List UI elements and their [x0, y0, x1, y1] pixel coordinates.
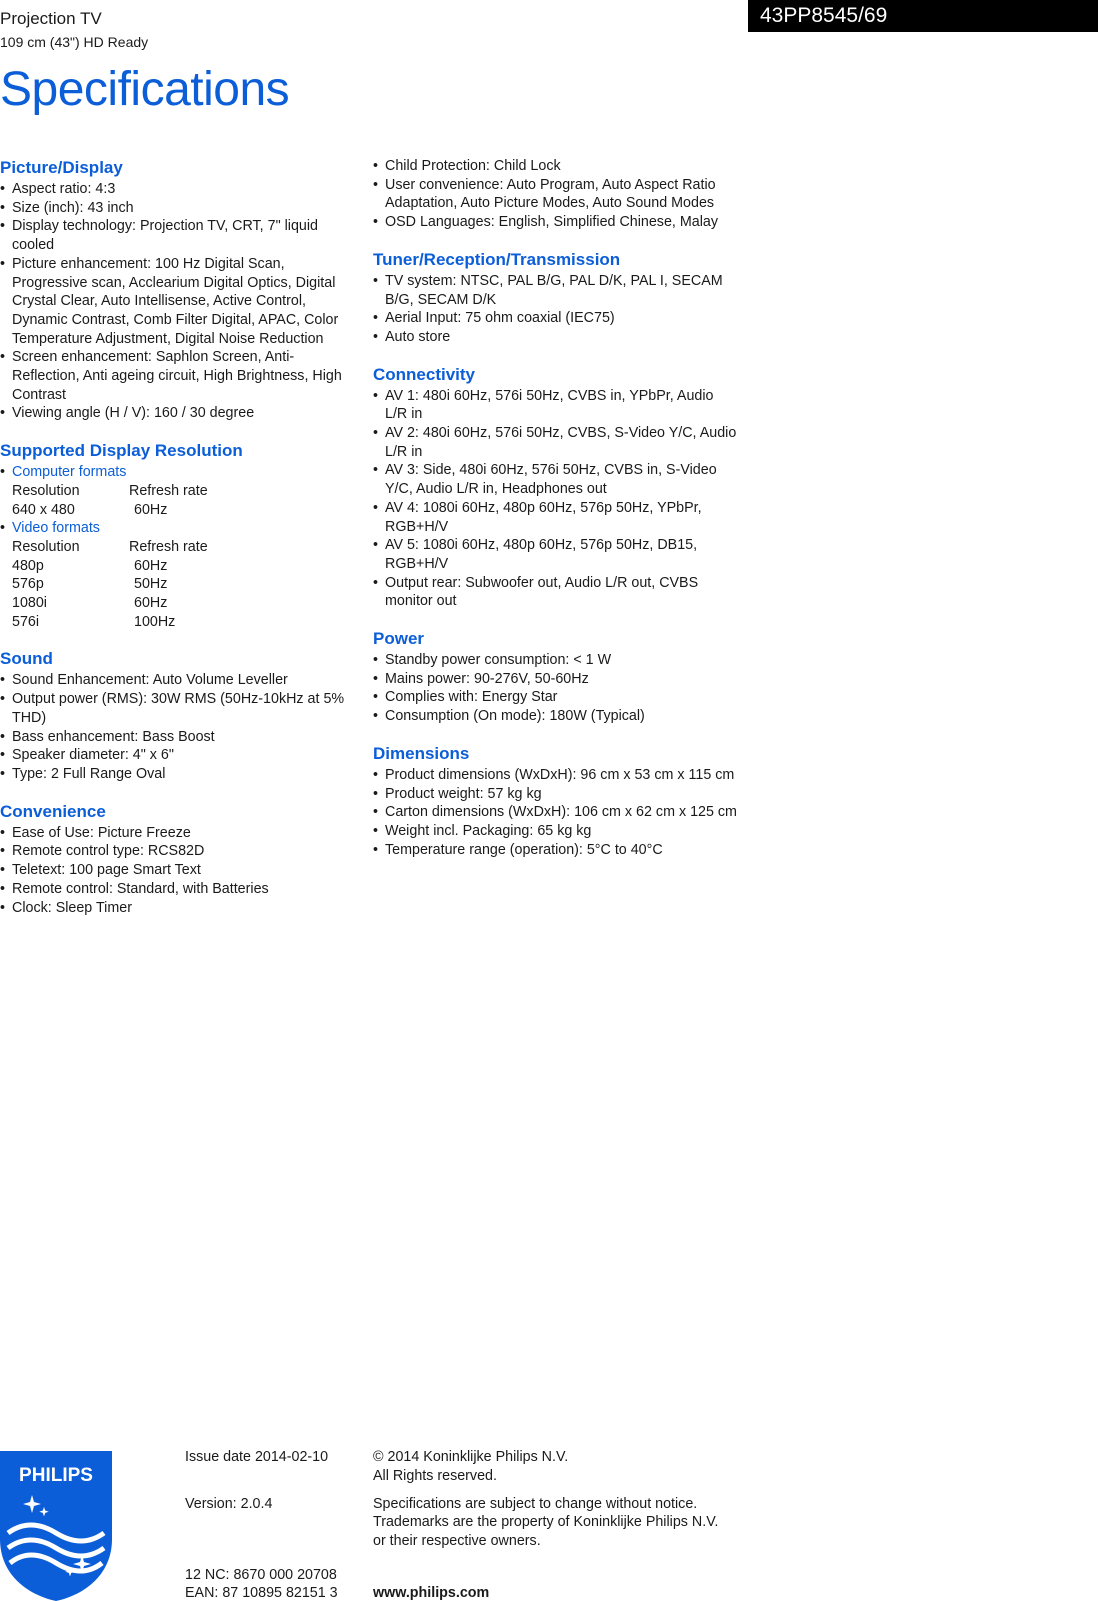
col-header-resolution: Resolution	[12, 482, 80, 499]
spec-list	[373, 157, 738, 232]
cell-resolution: 640 x 480	[12, 501, 75, 518]
spec-item: • Temperature range (operation): 5°C to 40°C	[373, 841, 738, 860]
spec-item: • Aspect ratio: 4:3	[0, 180, 355, 199]
spec-item: • Ease of Use: Picture Freeze	[0, 824, 355, 843]
spec-item: • Size (inch): 43 inch	[0, 199, 355, 218]
spec-item: • AV 3: Side, 480i 60Hz, 576i 50Hz, CVBS in, S-Video Y/C, Audio L/R in, Headphones out	[373, 461, 738, 498]
cell-refresh: 60Hz	[134, 595, 168, 612]
philips-shield-logo-icon	[0, 1451, 112, 1601]
spec-item: • Speaker diameter: 4" x 6"	[0, 746, 355, 765]
spec-column-left	[0, 157, 355, 934]
cell-resolution: 480p	[12, 557, 44, 574]
notice-line: Trademarks are the property of Koninklijke Philips N.V.	[373, 1514, 719, 1530]
spec-item: • Screen enhancement: Saphlon Screen, Anti-Reflection, Anti ageing circuit, High Brightness, High Contrast	[0, 348, 355, 404]
spec-item: • Auto store	[373, 328, 738, 347]
section-tuner	[373, 249, 738, 347]
spec-item: • Clock: Sleep Timer	[0, 899, 355, 918]
model-badge: 43PP8545/69	[748, 0, 1098, 32]
spec-list	[0, 180, 355, 423]
spec-item: • Picture enhancement: 100 Hz Digital Scan, Progressive scan, Acclearium Digital Optics, Digital Crystal Clear, Auto Intellisense, Active Control, Dynamic Contrast, Comb Filter Digital, APAC, Color Temperature Adjustment, Digital Noise Reduction	[0, 255, 355, 349]
spec-item: • OSD Languages: English, Simplified Chinese, Malay	[373, 213, 738, 232]
spec-list	[0, 463, 355, 482]
spec-item: • Type: 2 Full Range Oval	[0, 765, 355, 784]
nc-number: 12 NC: 8670 000 20708	[185, 1567, 337, 1583]
spec-item: • AV 4: 1080i 60Hz, 480p 60Hz, 576p 50Hz, YPbPr, RGB+H/V	[373, 499, 738, 536]
spec-list	[0, 824, 355, 918]
section-convenience	[0, 801, 355, 918]
cell-refresh: 50Hz	[134, 576, 168, 593]
col-header-refresh: Refresh rate	[129, 482, 208, 499]
product-line: Projection TV	[0, 9, 102, 28]
spec-item: • Remote control type: RCS82D	[0, 842, 355, 861]
spec-item: • Output rear: Subwoofer out, Audio L/R out, CVBS monitor out	[373, 574, 738, 611]
section-title: Supported Display Resolution	[0, 441, 243, 461]
section-supported-resolution	[0, 440, 355, 631]
section-title: Dimensions	[373, 743, 470, 763]
spec-list	[373, 651, 738, 726]
col-header-resolution: Resolution	[12, 538, 80, 555]
computer-formats-label	[0, 463, 355, 482]
issue-date: Issue date 2014-02-10	[185, 1449, 329, 1465]
spec-item: • AV 2: 480i 60Hz, 576i 50Hz, CVBS, S-Video Y/C, Audio L/R in	[373, 424, 738, 461]
table-row	[12, 501, 355, 520]
cell-refresh: 60Hz	[134, 501, 168, 518]
spec-item: • Aerial Input: 75 ohm coaxial (IEC75)	[373, 309, 738, 328]
section-title: Picture/Display	[0, 158, 123, 177]
spec-item: • TV system: NTSC, PAL B/G, PAL D/K, PAL I, SECAM B/G, SECAM D/K	[373, 272, 738, 309]
svg-text:PHILIPS: PHILIPS	[19, 1465, 93, 1486]
table-header-row	[12, 482, 355, 501]
spec-item: • Weight incl. Packaging: 65 kg kg	[373, 822, 738, 841]
spec-list	[0, 519, 355, 538]
spec-item: • AV 5: 1080i 60Hz, 480p 60Hz, 576p 50Hz, DB15, RGB+H/V	[373, 536, 738, 573]
col-header-refresh: Refresh rate	[129, 538, 208, 555]
spec-list	[373, 272, 738, 347]
video-formats-label	[0, 519, 355, 538]
computer-formats-table	[0, 482, 355, 519]
table-row	[12, 613, 355, 632]
section-sound	[0, 648, 355, 783]
spec-item: • Viewing angle (H / V): 160 / 30 degree	[0, 404, 355, 423]
spec-item: • User convenience: Auto Program, Auto Aspect Ratio Adaptation, Auto Picture Modes, Auto Sound Modes	[373, 176, 738, 213]
spec-list	[0, 671, 355, 783]
section-title: Sound	[0, 649, 53, 669]
copyright: © 2014 Koninklijke Philips N.V.	[373, 1449, 569, 1465]
spec-item: • Product weight: 57 kg kg	[373, 785, 738, 804]
spec-item: • Bass enhancement: Bass Boost	[0, 728, 355, 747]
video-formats-table	[0, 538, 355, 632]
section-convenience-continued	[373, 157, 738, 232]
section-title: Power	[373, 629, 425, 649]
table-row	[12, 575, 355, 594]
spec-item: • Sound Enhancement: Auto Volume Leveller	[0, 671, 355, 690]
spec-item: • Mains power: 90-276V, 50-60Hz	[373, 670, 738, 689]
cell-resolution: 1080i	[12, 595, 47, 612]
spec-item: • Carton dimensions (WxDxH): 106 cm x 62 cm x 125 cm	[373, 803, 738, 822]
section-title: Connectivity	[373, 364, 476, 384]
notice-line: or their respective owners.	[373, 1533, 541, 1549]
section-title: Convenience	[0, 801, 106, 821]
section-connectivity	[373, 364, 738, 611]
spec-item: • Child Protection: Child Lock	[373, 157, 738, 176]
sub-heading: Computer formats	[12, 464, 127, 481]
section-title: Tuner/Reception/Transmission	[373, 249, 621, 269]
section-dimensions	[373, 743, 738, 860]
cell-resolution: 576i	[12, 613, 40, 630]
table-header-row	[12, 538, 355, 557]
spec-item: • Consumption (On mode): 180W (Typical)	[373, 707, 738, 726]
cell-resolution: 576p	[12, 576, 44, 593]
spec-list	[373, 766, 738, 860]
section-power	[373, 628, 738, 726]
page-title: Specifications	[0, 63, 290, 116]
spec-item: • Output power (RMS): 30W RMS (50Hz-10kHz at 5% THD)	[0, 690, 355, 727]
website-link[interactable]: www.philips.com	[373, 1585, 490, 1601]
cell-refresh: 100Hz	[134, 613, 176, 630]
spec-item: • Standby power consumption: < 1 W	[373, 651, 738, 670]
cell-refresh: 60Hz	[134, 557, 168, 574]
rights-reserved: All Rights reserved.	[373, 1468, 497, 1484]
spec-list	[373, 387, 738, 611]
sub-heading: Video formats	[12, 520, 100, 537]
page-footer	[0, 1440, 1098, 1601]
spec-item: • Remote control: Standard, with Batteries	[0, 880, 355, 899]
ean-number: EAN: 87 10895 82151 3	[185, 1585, 338, 1601]
spec-item: • AV 1: 480i 60Hz, 576i 50Hz, CVBS in, YPbPr, Audio L/R in	[373, 387, 738, 424]
notice-line: Specifications are subject to change without notice.	[373, 1496, 698, 1512]
spec-item: • Display technology: Projection TV, CRT, 7" liquid cooled	[0, 217, 355, 254]
spec-column-right	[373, 157, 738, 876]
spec-item: • Teletext: 100 page Smart Text	[0, 861, 355, 880]
spec-item: • Complies with: Energy Star	[373, 688, 738, 707]
version: Version: 2.0.4	[185, 1496, 273, 1512]
section-picture-display	[0, 157, 355, 423]
product-subtitle: 109 cm (43") HD Ready	[0, 34, 149, 50]
spec-item: • Product dimensions (WxDxH): 96 cm x 53 cm x 115 cm	[373, 766, 738, 785]
table-row	[12, 557, 355, 576]
table-row	[12, 594, 355, 613]
